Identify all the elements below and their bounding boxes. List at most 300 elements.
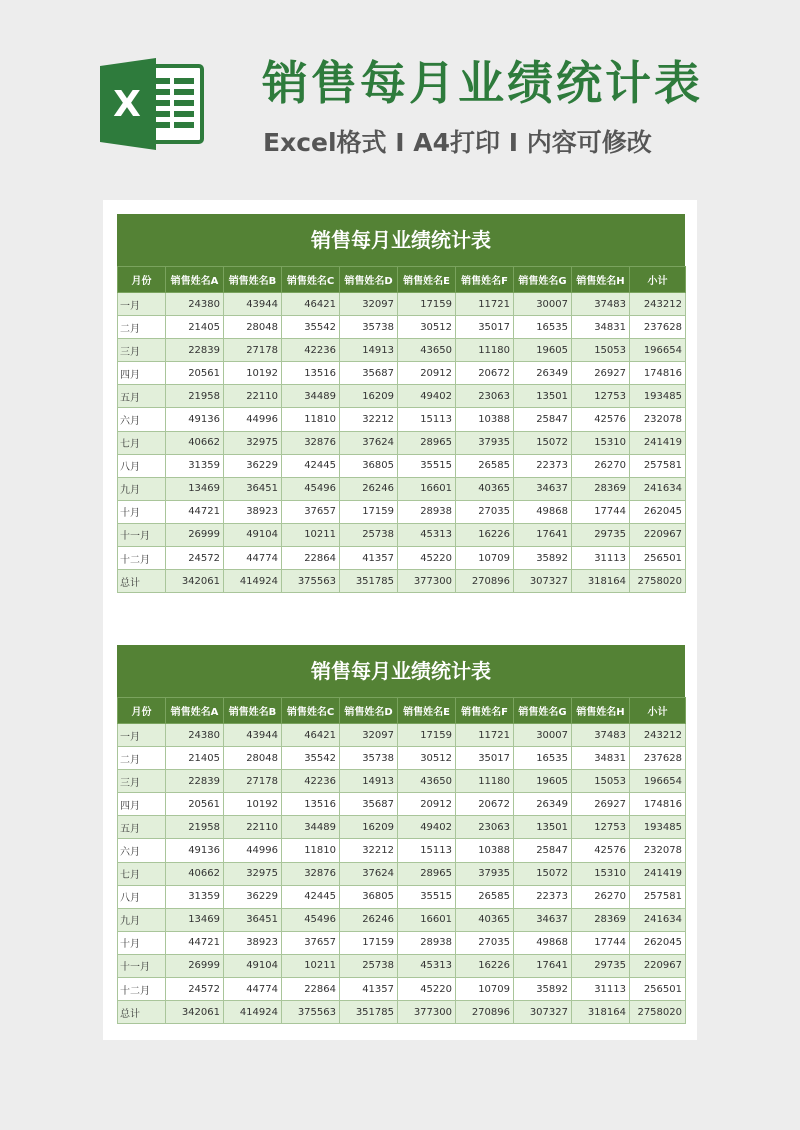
value-cell: 26585 [456,885,514,908]
value-cell: 16209 [340,816,398,839]
value-cell: 37657 [282,931,340,954]
value-cell: 10192 [224,793,282,816]
sales-table-2 [117,645,685,1024]
table-row [118,839,686,862]
column-header: 销售姓名A [166,698,224,724]
value-cell: 28369 [572,477,630,500]
value-cell: 32975 [224,862,282,885]
value-cell: 11810 [282,408,340,431]
column-header: 销售姓名D [340,267,398,293]
value-cell: 30007 [514,293,572,316]
value-cell: 37657 [282,500,340,523]
value-cell: 35687 [340,362,398,385]
value-cell: 14913 [340,770,398,793]
value-cell: 19605 [514,770,572,793]
value-cell: 22110 [224,816,282,839]
table-row [118,339,686,362]
value-cell: 17641 [514,523,572,546]
value-cell: 174816 [630,793,686,816]
value-cell: 35892 [514,978,572,1001]
value-cell: 36451 [224,908,282,931]
value-cell: 45496 [282,477,340,500]
month-cell: 九月 [118,908,166,931]
table-row [118,931,686,954]
value-cell: 37483 [572,724,630,747]
table-row [118,954,686,977]
value-cell: 28369 [572,908,630,931]
value-cell: 35687 [340,793,398,816]
month-cell: 七月 [118,431,166,454]
value-cell: 46421 [282,724,340,747]
value-cell: 32876 [282,431,340,454]
value-cell: 21958 [166,816,224,839]
value-cell: 2758020 [630,1001,686,1024]
table-row [118,978,686,1001]
value-cell: 35892 [514,547,572,570]
table-title: 销售每月业绩统计表 [117,645,685,697]
value-cell: 49136 [166,839,224,862]
page-subtitle: Excel格式 I A4打印 I 内容可修改 [263,128,652,157]
value-cell: 174816 [630,362,686,385]
column-header: 销售姓名F [456,698,514,724]
value-cell: 36451 [224,477,282,500]
table-row [118,523,686,546]
value-cell: 20561 [166,362,224,385]
month-cell: 三月 [118,339,166,362]
table-grid [117,266,686,593]
value-cell: 41357 [340,978,398,1001]
column-header: 销售姓名E [398,698,456,724]
value-cell: 270896 [456,570,514,593]
value-cell: 35515 [398,454,456,477]
value-cell: 377300 [398,570,456,593]
value-cell: 342061 [166,1001,224,1024]
value-cell: 44721 [166,500,224,523]
value-cell: 32212 [340,408,398,431]
column-header: 销售姓名D [340,698,398,724]
month-cell: 四月 [118,793,166,816]
value-cell: 196654 [630,770,686,793]
value-cell: 49402 [398,816,456,839]
value-cell: 15072 [514,431,572,454]
value-cell: 12753 [572,385,630,408]
value-cell: 43944 [224,724,282,747]
value-cell: 318164 [572,1001,630,1024]
month-cell: 二月 [118,747,166,770]
month-cell: 二月 [118,316,166,339]
value-cell: 26246 [340,477,398,500]
value-cell: 232078 [630,408,686,431]
month-cell: 四月 [118,362,166,385]
value-cell: 44721 [166,931,224,954]
value-cell: 24380 [166,724,224,747]
page-title: 销售每月业绩统计表 [262,56,703,110]
value-cell: 20912 [398,793,456,816]
value-cell: 193485 [630,385,686,408]
value-cell: 40662 [166,431,224,454]
value-cell: 26246 [340,908,398,931]
value-cell: 26999 [166,523,224,546]
value-cell: 220967 [630,954,686,977]
logo-letter: X [113,84,141,125]
column-header: 月份 [118,267,166,293]
value-cell: 2758020 [630,570,686,593]
column-header: 小计 [630,698,686,724]
value-cell: 25738 [340,954,398,977]
value-cell: 45313 [398,954,456,977]
value-cell: 257581 [630,454,686,477]
value-cell: 27178 [224,770,282,793]
value-cell: 15113 [398,839,456,862]
value-cell: 13469 [166,477,224,500]
value-cell: 17159 [398,724,456,747]
value-cell: 22373 [514,454,572,477]
value-cell: 35542 [282,316,340,339]
value-cell: 22864 [282,978,340,1001]
value-cell: 26270 [572,454,630,477]
value-cell: 44996 [224,408,282,431]
value-cell: 256501 [630,978,686,1001]
table-row [118,362,686,385]
value-cell: 10388 [456,839,514,862]
column-header: 销售姓名H [572,267,630,293]
value-cell: 13501 [514,816,572,839]
value-cell: 15072 [514,862,572,885]
value-cell: 17159 [340,931,398,954]
value-cell: 34489 [282,385,340,408]
month-cell: 总计 [118,570,166,593]
value-cell: 241634 [630,908,686,931]
value-cell: 220967 [630,523,686,546]
month-cell: 十一月 [118,523,166,546]
value-cell: 241634 [630,477,686,500]
value-cell: 15053 [572,770,630,793]
value-cell: 34637 [514,908,572,931]
value-cell: 20561 [166,793,224,816]
month-cell: 一月 [118,293,166,316]
value-cell: 45496 [282,908,340,931]
value-cell: 11810 [282,839,340,862]
value-cell: 10388 [456,408,514,431]
month-cell: 十一月 [118,954,166,977]
value-cell: 31359 [166,454,224,477]
value-cell: 28965 [398,862,456,885]
value-cell: 17744 [572,500,630,523]
value-cell: 36229 [224,885,282,908]
value-cell: 237628 [630,747,686,770]
value-cell: 15113 [398,408,456,431]
value-cell: 375563 [282,570,340,593]
value-cell: 10192 [224,362,282,385]
value-cell: 17159 [340,500,398,523]
value-cell: 49868 [514,931,572,954]
value-cell: 257581 [630,885,686,908]
value-cell: 23063 [456,385,514,408]
value-cell: 10709 [456,547,514,570]
value-cell: 16209 [340,385,398,408]
value-cell: 14913 [340,339,398,362]
value-cell: 16535 [514,316,572,339]
value-cell: 243212 [630,293,686,316]
value-cell: 45220 [398,547,456,570]
value-cell: 36805 [340,885,398,908]
value-cell: 49136 [166,408,224,431]
value-cell: 29735 [572,523,630,546]
value-cell: 29735 [572,954,630,977]
value-cell: 342061 [166,570,224,593]
value-cell: 17641 [514,954,572,977]
value-cell: 16535 [514,747,572,770]
value-cell: 16601 [398,908,456,931]
value-cell: 42445 [282,454,340,477]
value-cell: 21405 [166,747,224,770]
value-cell: 13516 [282,793,340,816]
value-cell: 27035 [456,931,514,954]
value-cell: 241419 [630,431,686,454]
value-cell: 20912 [398,362,456,385]
value-cell: 28965 [398,431,456,454]
value-cell: 46421 [282,293,340,316]
table-row [118,816,686,839]
value-cell: 262045 [630,931,686,954]
value-cell: 22373 [514,885,572,908]
value-cell: 196654 [630,339,686,362]
value-cell: 377300 [398,1001,456,1024]
value-cell: 26585 [456,454,514,477]
value-cell: 26349 [514,793,572,816]
value-cell: 256501 [630,547,686,570]
value-cell: 19605 [514,339,572,362]
value-cell: 17159 [398,293,456,316]
column-header: 销售姓名F [456,267,514,293]
value-cell: 49868 [514,500,572,523]
table-row [118,862,686,885]
column-header: 销售姓名C [282,267,340,293]
value-cell: 35017 [456,747,514,770]
value-cell: 16226 [456,954,514,977]
value-cell: 26927 [572,362,630,385]
month-cell: 八月 [118,454,166,477]
column-header: 销售姓名E [398,267,456,293]
value-cell: 42236 [282,770,340,793]
month-cell: 十二月 [118,547,166,570]
value-cell: 15053 [572,339,630,362]
value-cell: 37935 [456,431,514,454]
value-cell: 262045 [630,500,686,523]
value-cell: 237628 [630,316,686,339]
value-cell: 16226 [456,523,514,546]
value-cell: 35515 [398,885,456,908]
value-cell: 26349 [514,362,572,385]
header-row [118,698,686,724]
value-cell: 34831 [572,747,630,770]
value-cell: 13501 [514,385,572,408]
value-cell: 45313 [398,523,456,546]
value-cell: 11721 [456,293,514,316]
excel-logo-icon [100,58,204,150]
value-cell: 28048 [224,316,282,339]
value-cell: 30512 [398,316,456,339]
value-cell: 42236 [282,339,340,362]
month-cell: 六月 [118,839,166,862]
value-cell: 35542 [282,747,340,770]
month-cell: 总计 [118,1001,166,1024]
header-row [118,267,686,293]
value-cell: 24572 [166,978,224,1001]
value-cell: 34831 [572,316,630,339]
value-cell: 31113 [572,978,630,1001]
value-cell: 31113 [572,547,630,570]
column-header: 销售姓名G [514,267,572,293]
value-cell: 10211 [282,523,340,546]
value-cell: 27178 [224,339,282,362]
value-cell: 25738 [340,523,398,546]
value-cell: 42576 [572,408,630,431]
month-cell: 六月 [118,408,166,431]
value-cell: 49104 [224,523,282,546]
value-cell: 12753 [572,816,630,839]
value-cell: 30512 [398,747,456,770]
value-cell: 318164 [572,570,630,593]
month-cell: 十月 [118,500,166,523]
value-cell: 37483 [572,293,630,316]
value-cell: 37624 [340,862,398,885]
value-cell: 22839 [166,770,224,793]
value-cell: 41357 [340,547,398,570]
column-header: 月份 [118,698,166,724]
total-row [118,1001,686,1024]
value-cell: 11180 [456,339,514,362]
value-cell: 307327 [514,1001,572,1024]
value-cell: 49104 [224,954,282,977]
value-cell: 232078 [630,839,686,862]
column-header: 销售姓名H [572,698,630,724]
value-cell: 351785 [340,570,398,593]
value-cell: 32212 [340,839,398,862]
table-row [118,793,686,816]
value-cell: 34637 [514,477,572,500]
value-cell: 414924 [224,1001,282,1024]
month-cell: 五月 [118,816,166,839]
value-cell: 32975 [224,431,282,454]
value-cell: 43944 [224,293,282,316]
table-row [118,477,686,500]
table-row [118,385,686,408]
value-cell: 20672 [456,362,514,385]
column-header: 销售姓名A [166,267,224,293]
month-cell: 七月 [118,862,166,885]
value-cell: 23063 [456,816,514,839]
value-cell: 40365 [456,908,514,931]
value-cell: 28938 [398,931,456,954]
value-cell: 24572 [166,547,224,570]
value-cell: 38923 [224,500,282,523]
value-cell: 38923 [224,931,282,954]
month-cell: 一月 [118,724,166,747]
total-row [118,570,686,593]
month-cell: 八月 [118,885,166,908]
column-header: 小计 [630,267,686,293]
value-cell: 44774 [224,978,282,1001]
value-cell: 37624 [340,431,398,454]
table-row [118,293,686,316]
value-cell: 30007 [514,724,572,747]
column-header: 销售姓名B [224,267,282,293]
value-cell: 11180 [456,770,514,793]
value-cell: 35017 [456,316,514,339]
value-cell: 15310 [572,431,630,454]
table-row [118,408,686,431]
value-cell: 351785 [340,1001,398,1024]
value-cell: 44774 [224,547,282,570]
value-cell: 35738 [340,747,398,770]
value-cell: 27035 [456,500,514,523]
value-cell: 13469 [166,908,224,931]
month-cell: 九月 [118,477,166,500]
value-cell: 42576 [572,839,630,862]
table-row [118,747,686,770]
value-cell: 307327 [514,570,572,593]
month-cell: 三月 [118,770,166,793]
value-cell: 22110 [224,385,282,408]
value-cell: 40365 [456,477,514,500]
value-cell: 32097 [340,293,398,316]
value-cell: 17744 [572,931,630,954]
sales-table-1 [117,214,685,593]
table-row [118,547,686,570]
table-grid [117,697,686,1024]
value-cell: 49402 [398,385,456,408]
value-cell: 10709 [456,978,514,1001]
value-cell: 11721 [456,724,514,747]
value-cell: 42445 [282,885,340,908]
value-cell: 21405 [166,316,224,339]
page-header [0,0,800,200]
table-row [118,454,686,477]
value-cell: 43650 [398,770,456,793]
value-cell: 20672 [456,793,514,816]
column-header: 销售姓名C [282,698,340,724]
value-cell: 25847 [514,839,572,862]
value-cell: 270896 [456,1001,514,1024]
value-cell: 21958 [166,385,224,408]
table-title: 销售每月业绩统计表 [117,214,685,266]
month-cell: 十月 [118,931,166,954]
value-cell: 28938 [398,500,456,523]
table-row [118,770,686,793]
value-cell: 44996 [224,839,282,862]
table-row [118,500,686,523]
table-row [118,431,686,454]
value-cell: 26999 [166,954,224,977]
value-cell: 10211 [282,954,340,977]
value-cell: 24380 [166,293,224,316]
value-cell: 43650 [398,339,456,362]
column-header: 销售姓名G [514,698,572,724]
value-cell: 34489 [282,816,340,839]
value-cell: 193485 [630,816,686,839]
value-cell: 36805 [340,454,398,477]
value-cell: 40662 [166,862,224,885]
value-cell: 45220 [398,978,456,1001]
value-cell: 28048 [224,747,282,770]
value-cell: 26270 [572,885,630,908]
column-header: 销售姓名B [224,698,282,724]
value-cell: 35738 [340,316,398,339]
value-cell: 26927 [572,793,630,816]
month-cell: 五月 [118,385,166,408]
table-row [118,316,686,339]
